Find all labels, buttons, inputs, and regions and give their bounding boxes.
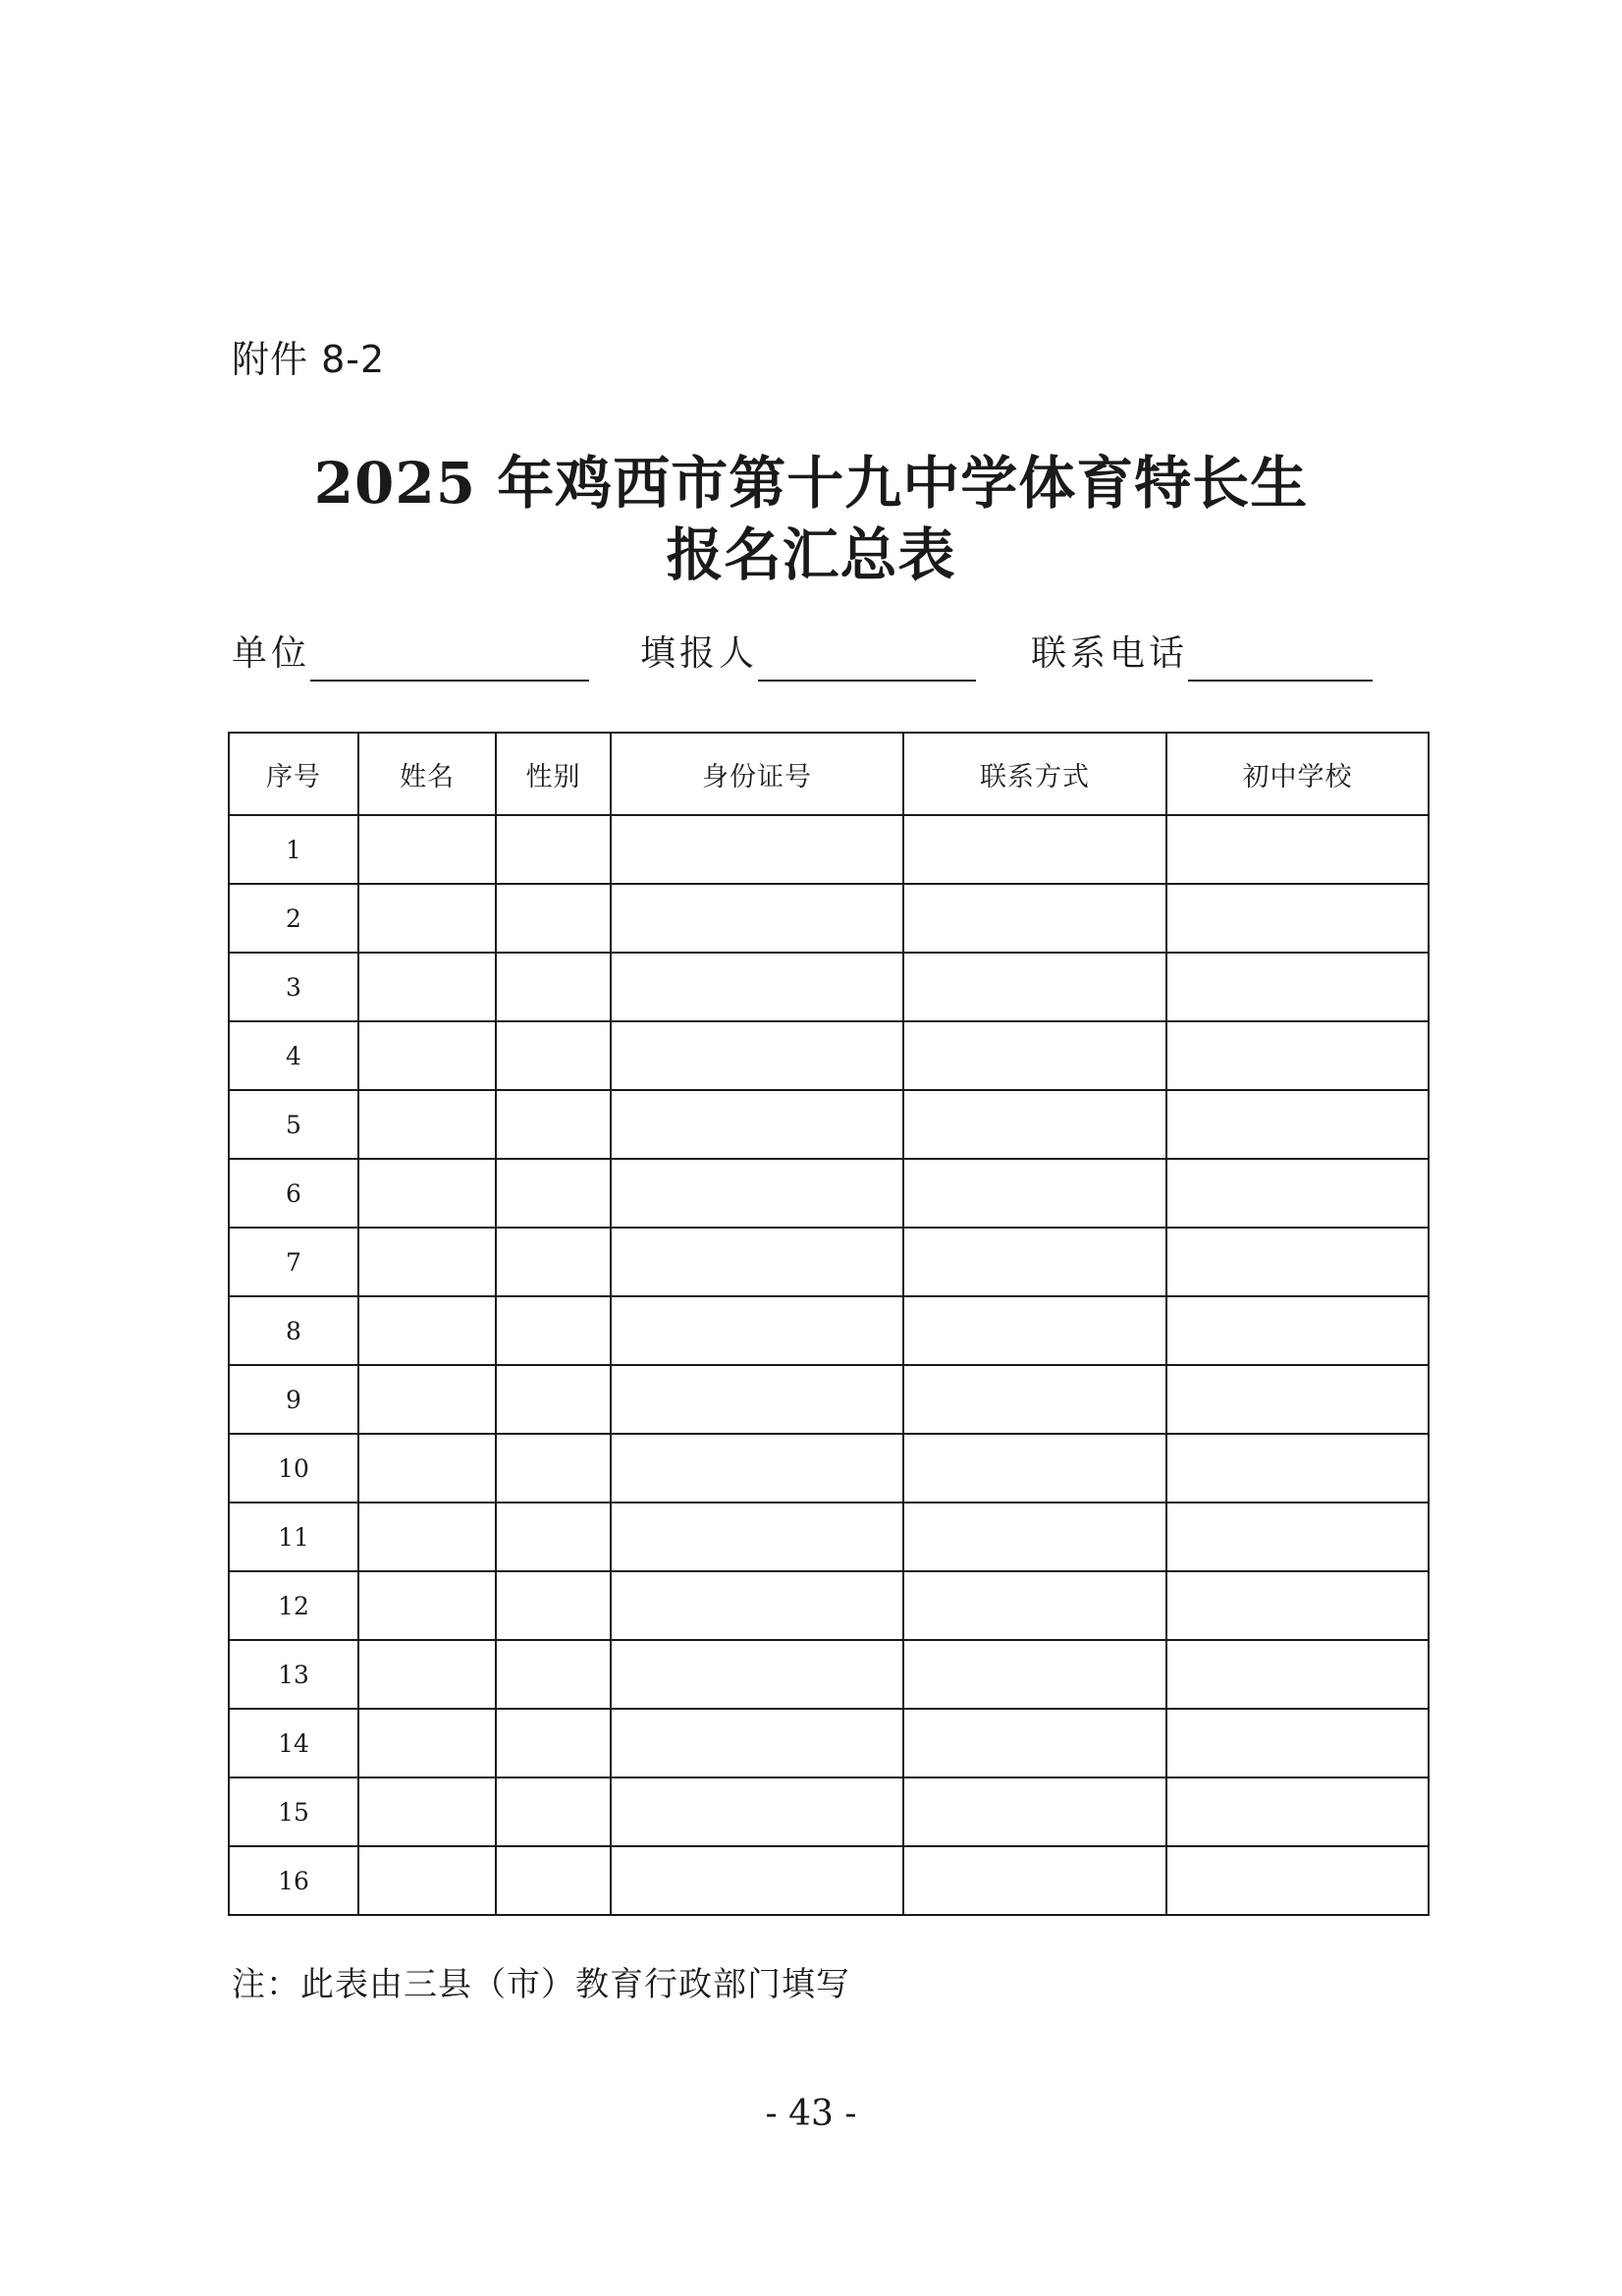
table-row — [229, 1159, 1429, 1228]
id-number-cell[interactable] — [611, 1365, 903, 1434]
contact-cell[interactable] — [903, 1571, 1166, 1640]
document-title-line2: 报名汇总表 — [666, 521, 956, 588]
id-number-cell[interactable] — [611, 1571, 903, 1640]
junior-school-cell[interactable] — [1166, 815, 1429, 884]
junior-school-cell[interactable] — [1166, 1090, 1429, 1159]
contact-cell[interactable] — [903, 953, 1166, 1021]
table-row — [229, 1503, 1429, 1571]
name-cell[interactable] — [358, 953, 496, 1021]
table-header-row — [229, 733, 1429, 815]
table-row — [229, 1296, 1429, 1365]
filler-blank[interactable] — [758, 632, 976, 682]
name-cell[interactable] — [358, 884, 496, 953]
gender-cell[interactable] — [496, 1365, 611, 1434]
header-junior-school: 初中学校 — [1166, 733, 1429, 815]
row-number: 15 — [229, 1777, 358, 1846]
contact-cell[interactable] — [903, 815, 1166, 884]
phone-blank[interactable] — [1188, 632, 1373, 682]
junior-school-cell[interactable] — [1166, 1365, 1429, 1434]
id-number-cell[interactable] — [611, 1503, 903, 1571]
name-cell[interactable] — [358, 1296, 496, 1365]
row-number: 4 — [229, 1021, 358, 1090]
contact-cell[interactable] — [903, 1434, 1166, 1503]
gender-cell[interactable] — [496, 1571, 611, 1640]
id-number-cell[interactable] — [611, 1090, 903, 1159]
contact-cell[interactable] — [903, 1228, 1166, 1296]
row-number: 12 — [229, 1571, 358, 1640]
junior-school-cell[interactable] — [1166, 1159, 1429, 1228]
gender-cell[interactable] — [496, 1640, 611, 1709]
id-number-cell[interactable] — [611, 1709, 903, 1777]
junior-school-cell[interactable] — [1166, 1296, 1429, 1365]
row-number: 5 — [229, 1090, 358, 1159]
table-row — [229, 1021, 1429, 1090]
id-number-cell[interactable] — [611, 953, 903, 1021]
name-cell[interactable] — [358, 815, 496, 884]
header-contact: 联系方式 — [903, 733, 1166, 815]
junior-school-cell[interactable] — [1166, 1640, 1429, 1709]
junior-school-cell[interactable] — [1166, 1571, 1429, 1640]
name-cell[interactable] — [358, 1640, 496, 1709]
id-number-cell[interactable] — [611, 1159, 903, 1228]
id-number-cell[interactable] — [611, 1228, 903, 1296]
table-body — [229, 815, 1429, 1915]
row-number: 13 — [229, 1640, 358, 1709]
contact-cell[interactable] — [903, 1090, 1166, 1159]
gender-cell[interactable] — [496, 1846, 611, 1915]
contact-cell[interactable] — [903, 1296, 1166, 1365]
row-number: 14 — [229, 1709, 358, 1777]
name-cell[interactable] — [358, 1571, 496, 1640]
row-number: 2 — [229, 884, 358, 953]
gender-cell[interactable] — [496, 1296, 611, 1365]
table-row — [229, 953, 1429, 1021]
page-number: - 43 - — [765, 2094, 857, 2134]
document-title-line1: 2025 年鸡西市第十九中学体育特长生 — [313, 450, 1309, 517]
contact-cell[interactable] — [903, 1503, 1166, 1571]
info-row — [0, 627, 1622, 685]
id-number-cell[interactable] — [611, 1296, 903, 1365]
junior-school-cell[interactable] — [1166, 884, 1429, 953]
id-number-cell[interactable] — [611, 815, 903, 884]
contact-cell[interactable] — [903, 1365, 1166, 1434]
attachment-label: 附件 8-2 — [232, 338, 386, 381]
unit-field — [232, 627, 589, 682]
gender-cell[interactable] — [496, 1090, 611, 1159]
contact-cell[interactable] — [903, 1846, 1166, 1915]
gender-cell[interactable] — [496, 1503, 611, 1571]
row-number: 10 — [229, 1434, 358, 1503]
header-seq: 序号 — [229, 733, 358, 815]
table-row — [229, 1434, 1429, 1503]
name-cell[interactable] — [358, 1159, 496, 1228]
contact-cell[interactable] — [903, 1640, 1166, 1709]
row-number: 3 — [229, 953, 358, 1021]
junior-school-cell[interactable] — [1166, 1021, 1429, 1090]
junior-school-cell[interactable] — [1166, 1709, 1429, 1777]
table-row — [229, 1640, 1429, 1709]
filler-label: 填报人 — [640, 633, 759, 674]
id-number-cell[interactable] — [611, 1434, 903, 1503]
name-cell[interactable] — [358, 1709, 496, 1777]
gender-cell[interactable] — [496, 1434, 611, 1503]
registration-table — [228, 732, 1430, 1916]
id-number-cell[interactable] — [611, 1846, 903, 1915]
name-cell[interactable] — [358, 1090, 496, 1159]
phone-label: 联系电话 — [1031, 633, 1189, 674]
header-id-number: 身份证号 — [611, 733, 903, 815]
table-row — [229, 1365, 1429, 1434]
row-number: 16 — [229, 1846, 358, 1915]
unit-label: 单位 — [232, 633, 311, 674]
table-row — [229, 884, 1429, 953]
table-row — [229, 1571, 1429, 1640]
filler-field — [640, 627, 976, 682]
junior-school-cell[interactable] — [1166, 1503, 1429, 1571]
id-number-cell[interactable] — [611, 1777, 903, 1846]
header-name: 姓名 — [358, 733, 496, 815]
table-row — [229, 1709, 1429, 1777]
contact-cell[interactable] — [903, 1021, 1166, 1090]
gender-cell[interactable] — [496, 953, 611, 1021]
gender-cell[interactable] — [496, 1777, 611, 1846]
table-row — [229, 1777, 1429, 1846]
row-number: 8 — [229, 1296, 358, 1365]
unit-blank[interactable] — [310, 632, 589, 682]
junior-school-cell[interactable] — [1166, 1846, 1429, 1915]
id-number-cell[interactable] — [611, 884, 903, 953]
table-row — [229, 1090, 1429, 1159]
junior-school-cell[interactable] — [1166, 1777, 1429, 1846]
table-row — [229, 1228, 1429, 1296]
header-gender: 性别 — [496, 733, 611, 815]
name-cell[interactable] — [358, 1846, 496, 1915]
contact-cell[interactable] — [903, 1159, 1166, 1228]
gender-cell[interactable] — [496, 1709, 611, 1777]
name-cell[interactable] — [358, 1365, 496, 1434]
junior-school-cell[interactable] — [1166, 953, 1429, 1021]
gender-cell[interactable] — [496, 1228, 611, 1296]
name-cell[interactable] — [358, 1777, 496, 1846]
contact-cell[interactable] — [903, 1709, 1166, 1777]
table-row — [229, 1846, 1429, 1915]
row-number: 1 — [229, 815, 358, 884]
gender-cell[interactable] — [496, 1159, 611, 1228]
gender-cell[interactable] — [496, 1021, 611, 1090]
id-number-cell[interactable] — [611, 1640, 903, 1709]
contact-cell[interactable] — [903, 884, 1166, 953]
name-cell[interactable] — [358, 1021, 496, 1090]
phone-field — [1031, 627, 1373, 682]
gender-cell[interactable] — [496, 884, 611, 953]
table-row — [229, 815, 1429, 884]
id-number-cell[interactable] — [611, 1021, 903, 1090]
row-number: 9 — [229, 1365, 358, 1434]
row-number: 7 — [229, 1228, 358, 1296]
contact-cell[interactable] — [903, 1777, 1166, 1846]
gender-cell[interactable] — [496, 815, 611, 884]
footnote: 注：此表由三县（市）教育行政部门填写 — [232, 1965, 850, 2004]
junior-school-cell[interactable] — [1166, 1228, 1429, 1296]
row-number: 11 — [229, 1503, 358, 1571]
row-number: 6 — [229, 1159, 358, 1228]
name-cell[interactable] — [358, 1503, 496, 1571]
name-cell[interactable] — [358, 1434, 496, 1503]
junior-school-cell[interactable] — [1166, 1434, 1429, 1503]
name-cell[interactable] — [358, 1228, 496, 1296]
